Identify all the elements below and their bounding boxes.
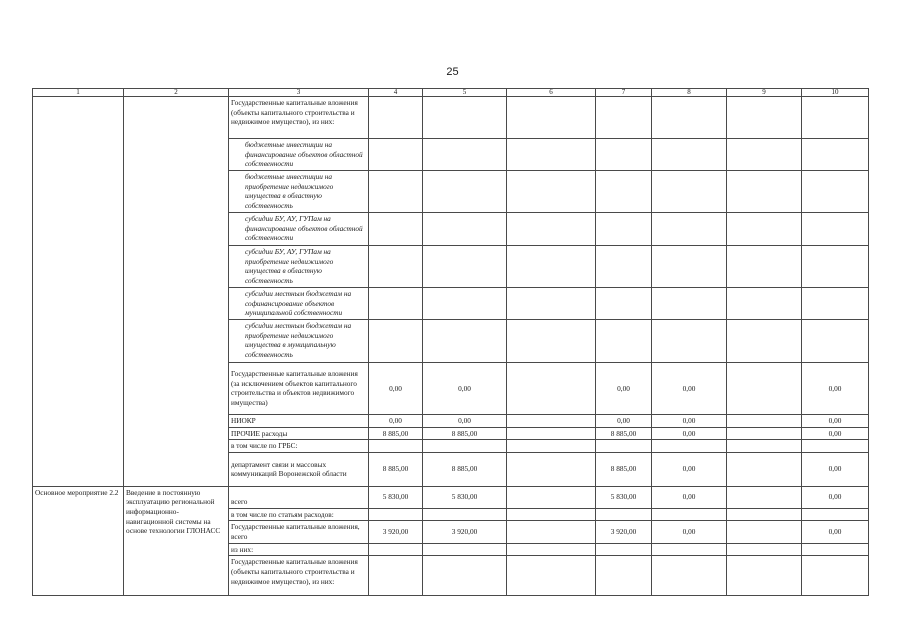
- name-cell-empty: [124, 97, 229, 487]
- value-cell: 0,00: [802, 452, 869, 486]
- expense-label: всего: [229, 486, 369, 508]
- expense-label: ПРОЧИЕ расходы: [229, 427, 369, 440]
- value-cell: [727, 486, 802, 508]
- expense-label: Государственные капитальные вложения (объекты капитального строительства и недвижимое имущество), из них:: [229, 97, 369, 139]
- value-cell: 0,00: [596, 414, 652, 427]
- expense-label: бюджетные инвестиции на приобретение недвижимого имущества в областную собственность: [229, 170, 369, 212]
- expense-label: из них:: [229, 543, 369, 556]
- column-header: 1: [33, 89, 124, 97]
- budget-table: [32, 88, 869, 596]
- value-cell: 8 885,00: [369, 452, 423, 486]
- value-cell: 0,00: [652, 362, 727, 414]
- table-row: [33, 486, 869, 508]
- expense-label: Государственные капитальные вложения (за исключением объектов капитального строительства и объектов недвижимого имущества): [229, 362, 369, 414]
- column-header: 5: [423, 89, 507, 97]
- value-cell: [507, 427, 596, 440]
- value-cell: [727, 521, 802, 543]
- measure-cell: Основное мероприятие 2.2: [33, 486, 124, 596]
- column-header: 9: [727, 89, 802, 97]
- value-cell: 0,00: [802, 362, 869, 414]
- value-cell: 0,00: [596, 362, 652, 414]
- value-cell: 0,00: [802, 427, 869, 440]
- value-cell: [727, 452, 802, 486]
- value-cell: 0,00: [652, 521, 727, 543]
- value-cell: 0,00: [423, 362, 507, 414]
- value-cell: 0,00: [652, 452, 727, 486]
- value-cell: 0,00: [802, 521, 869, 543]
- value-cell: 8 885,00: [423, 452, 507, 486]
- value-cell: [507, 521, 596, 543]
- value-cell: 3 920,00: [596, 521, 652, 543]
- expense-label: Государственные капитальные вложения (объекты капитального строительства и недвижимое имущество), из них:: [229, 556, 369, 596]
- value-cell: [727, 362, 802, 414]
- value-cell: 0,00: [652, 427, 727, 440]
- table-row: [33, 97, 869, 139]
- value-cell: 0,00: [369, 362, 423, 414]
- expense-label: в том числе по ГРБС:: [229, 440, 369, 453]
- measure-name-cell: Введение в постоянную эксплуатацию региональной информационно-навигационной системы на основе технологии ГЛОНАСС: [124, 486, 229, 596]
- value-cell: [507, 452, 596, 486]
- value-cell: 8 885,00: [369, 427, 423, 440]
- column-header: 2: [124, 89, 229, 97]
- measure-cell-empty: [33, 97, 124, 487]
- expense-label: в том числе по статьям расходов:: [229, 508, 369, 521]
- expense-label: бюджетные инвестиции на финансирование объектов областной собственности: [229, 139, 369, 171]
- column-header: 4: [369, 89, 423, 97]
- page-number: 25: [446, 66, 459, 78]
- value-cell: 3 920,00: [423, 521, 507, 543]
- value-cell: [727, 414, 802, 427]
- value-cell: 8 885,00: [596, 427, 652, 440]
- value-cell: 5 830,00: [369, 486, 423, 508]
- value-cell: [727, 427, 802, 440]
- value-cell: 0,00: [802, 486, 869, 508]
- expense-label: субсидии местным бюджетам на приобретение недвижимого имущества в муниципальную собственность: [229, 319, 369, 362]
- expense-label: НИОКР: [229, 414, 369, 427]
- expense-label: департамент связи и массовых коммуникаций Воронежской области: [229, 452, 369, 486]
- column-header: 6: [507, 89, 596, 97]
- value-cell: 8 885,00: [423, 427, 507, 440]
- column-header: 7: [596, 89, 652, 97]
- expense-label: субсидии БУ, АУ, ГУПам на финансирование объектов областной собственности: [229, 212, 369, 245]
- column-header-row: [33, 89, 869, 97]
- value-cell: 0,00: [369, 414, 423, 427]
- expense-label: субсидии БУ, АУ, ГУПам на приобретение недвижимого имущества в областную собственность: [229, 245, 369, 287]
- value-cell: 5 830,00: [423, 486, 507, 508]
- column-header: 8: [652, 89, 727, 97]
- value-cell: 8 885,00: [596, 452, 652, 486]
- column-header: 10: [802, 89, 869, 97]
- expense-label: субсидии местным бюджетам на софинансирование объектов муниципальной собственности: [229, 287, 369, 319]
- value-cell: [507, 486, 596, 508]
- value-cell: [507, 362, 596, 414]
- value-cell: 0,00: [423, 414, 507, 427]
- column-header: 3: [229, 89, 369, 97]
- value-cell: 3 920,00: [369, 521, 423, 543]
- value-cell: 0,00: [802, 414, 869, 427]
- value-cell: 0,00: [652, 414, 727, 427]
- value-cell: 0,00: [652, 486, 727, 508]
- expense-label: Государственные капитальные вложения, всего: [229, 521, 369, 543]
- value-cell: [507, 414, 596, 427]
- value-cell: 5 830,00: [596, 486, 652, 508]
